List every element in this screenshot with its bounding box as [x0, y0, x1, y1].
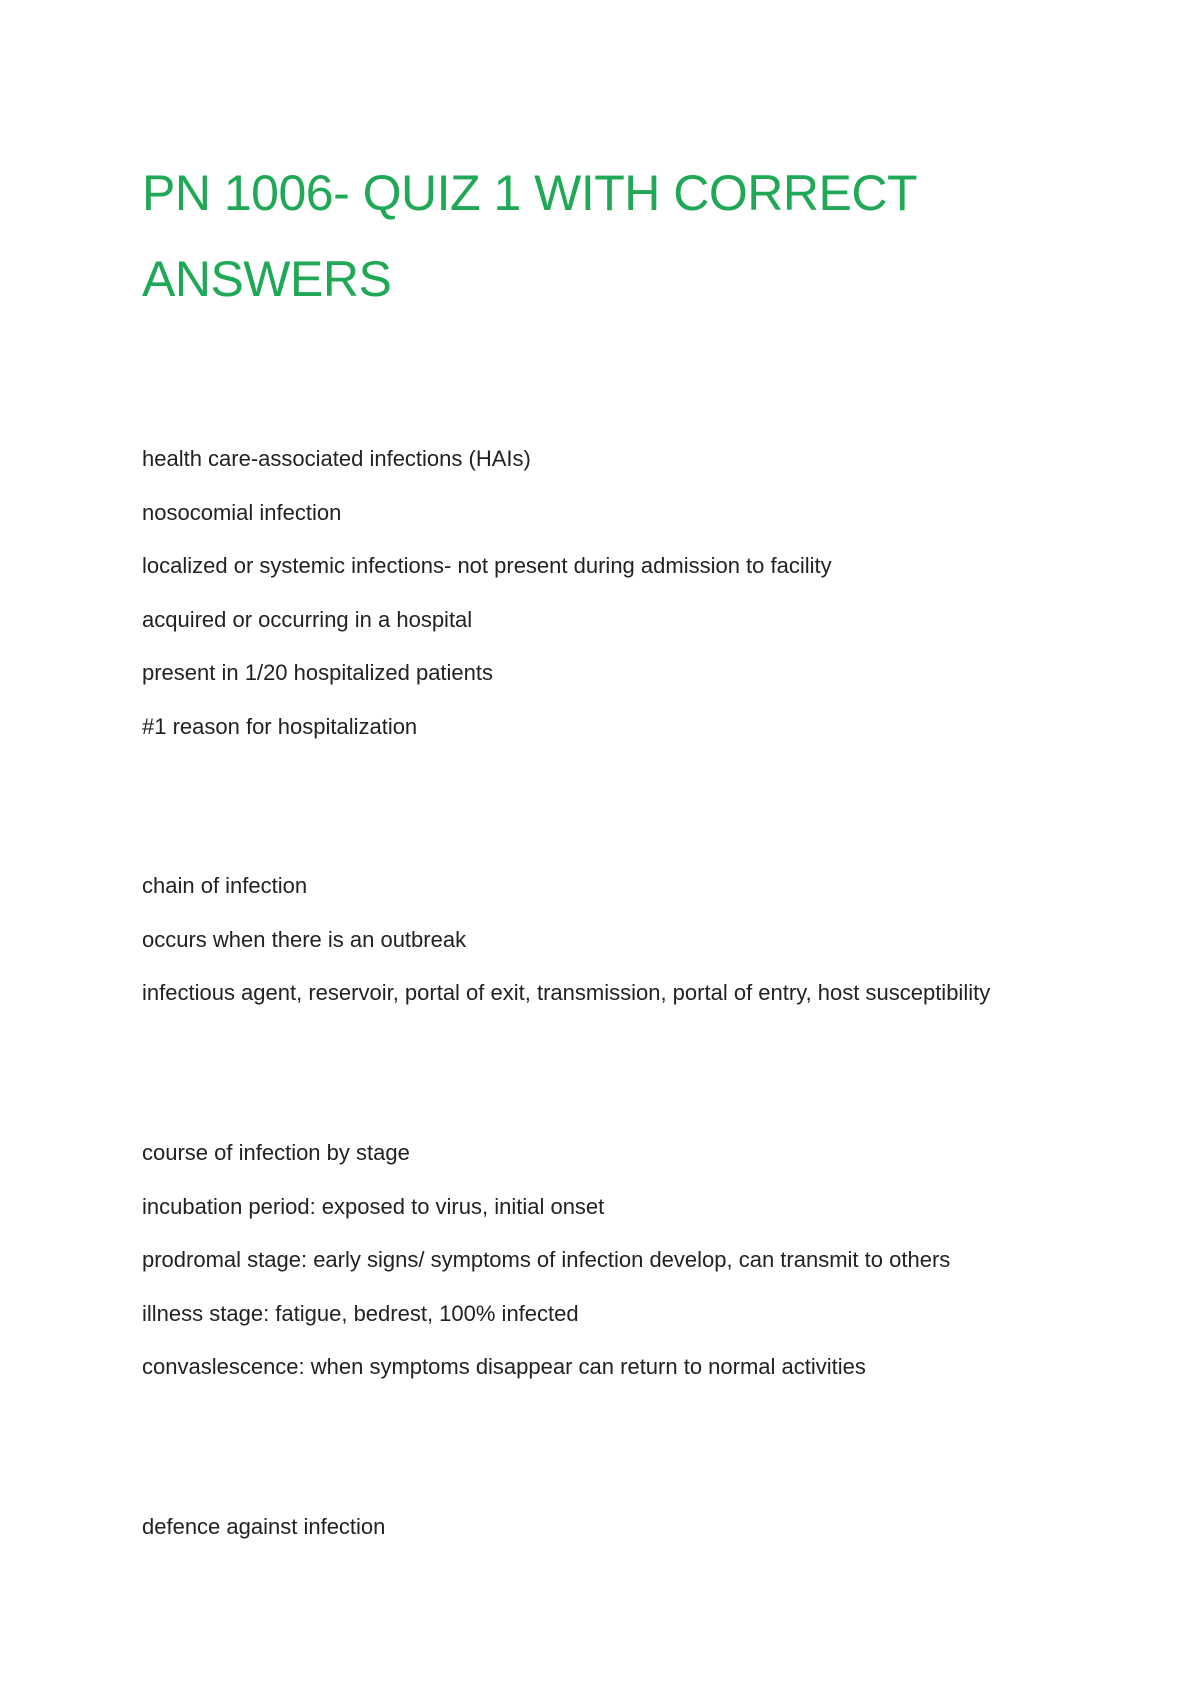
flashcard-answer-line: illness stage: fatigue, bedrest, 100% infected — [142, 1300, 579, 1326]
flashcard-term: defence against infection — [142, 1514, 386, 1539]
flashcard-section — [142, 859, 1102, 1020]
document-title: PN 1006- QUIZ 1 WITH CORRECT ANSWERS — [142, 165, 917, 307]
flashcard-answer-line: nosocomial infection — [142, 499, 342, 525]
flashcard-section — [142, 1500, 1102, 1554]
flashcard-answer-line: convaslescence: when symptoms disappear can return to normal activities — [142, 1354, 866, 1379]
flashcard-answer-line: incubation period: exposed to virus, initial onset — [142, 1193, 605, 1219]
flashcard-answer-line: infectious agent, reservoir, portal of exit, transmission, portal of entry, host susceptibility — [142, 980, 991, 1005]
flashcard-answer-line: prodromal stage: early signs/ symptoms of infection develop, can transmit to others — [142, 1247, 951, 1272]
flashcard-answer-line: localized or systemic infections- not present during admission to facility — [142, 553, 832, 578]
flashcard-section — [142, 1126, 1102, 1394]
flashcard-answer-line: occurs when there is an outbreak — [142, 926, 467, 952]
flashcard-term: chain of infection — [142, 873, 308, 898]
flashcard-answer-line: acquired or occurring in a hospital — [142, 606, 473, 632]
flashcard-term: course of infection by stage — [142, 1140, 410, 1165]
flashcard-term: health care-associated infections (HAIs) — [142, 446, 531, 471]
flashcard-answer-line: present in 1/20 hospitalized patients — [142, 660, 494, 685]
flashcard-section — [142, 432, 1102, 753]
flashcard-answer-line: #1 reason for hospitalization — [142, 713, 418, 739]
